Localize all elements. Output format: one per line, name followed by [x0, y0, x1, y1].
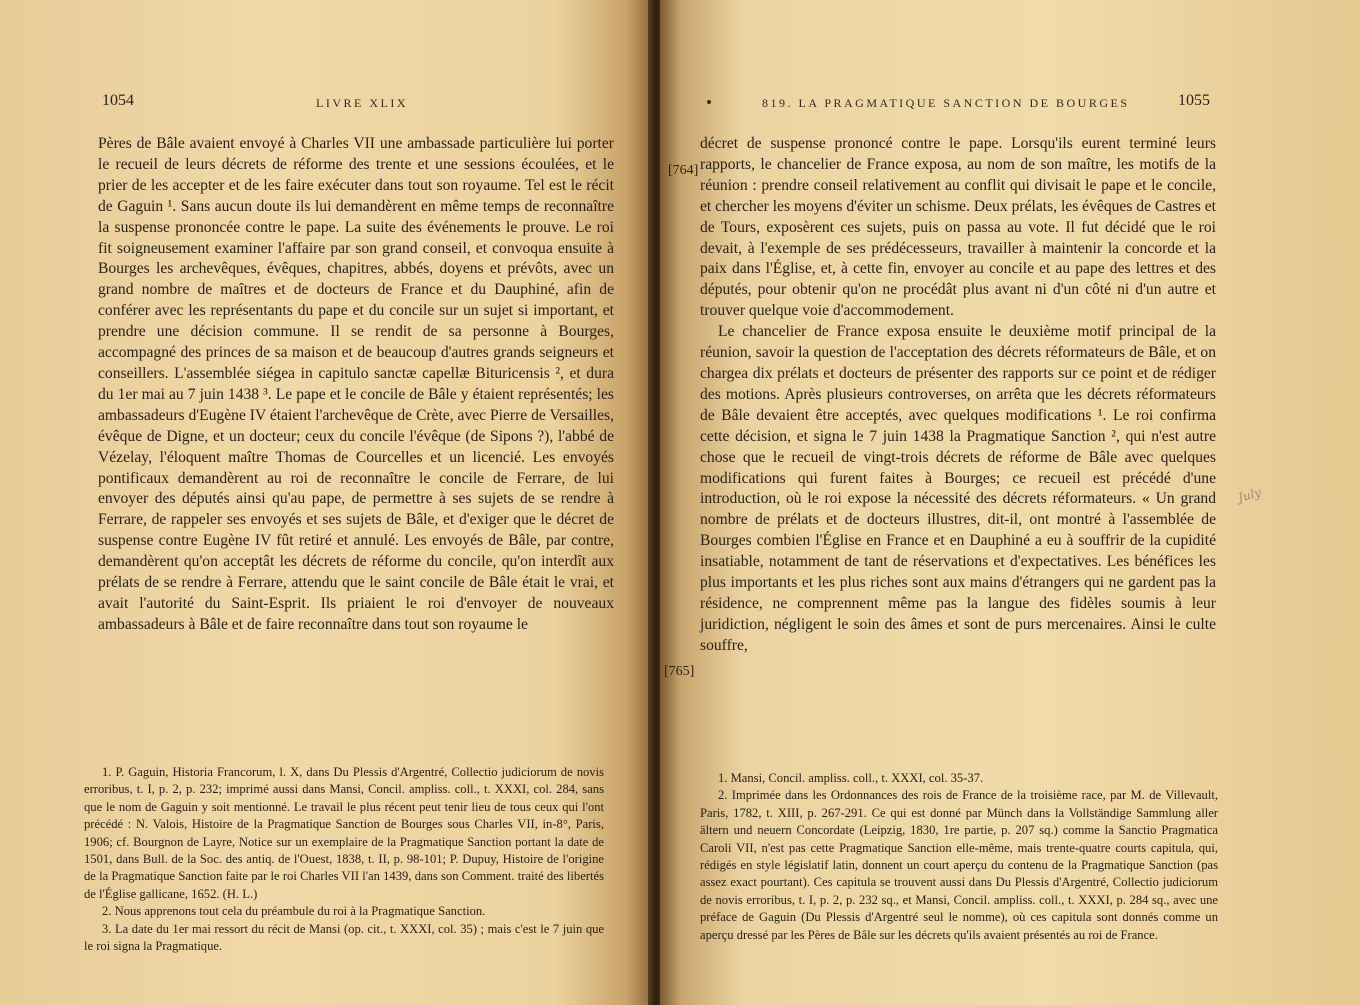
- page-number-right: 1055: [1178, 92, 1210, 109]
- right-footnote-1: 1. Mansi, Concil. ampliss. coll., t. XXXI, col. 35-37.: [718, 771, 984, 785]
- right-body-text: [700, 134, 1216, 657]
- running-head-right: 819. LA PRAGMATIQUE SANCTION DE BOURGES: [762, 96, 1130, 110]
- running-head-left: LIVRE XLIX: [316, 96, 408, 110]
- page-number-left: 1054: [102, 92, 134, 109]
- left-page: [0, 0, 652, 1005]
- right-paragraph-2: Le chancelier de France exposa ensuite le deuxième motif principal de la réunion, savoir la question de l'acceptation des décrets réformateurs de Bâle, et on chargea dix prélats et docteurs de présenter des rapports sur ce point et de rédiger des motions. Après plusieurs controverses, on arrêta que les décrets réformateurs de Bâle devaient être acceptés, avec quelques modifications ¹. Le roi confirma cette décision, et signa le 7 juin 1438 la Pragmatique Sanction ², qui n'est autre chose que le recueil de vingt-trois décrets de réforme de Bâle avec quelques modifications qui furent faites à Bourges; ce recueil est précédé d'une introduction, où le roi expose la nécessité des décrets réformateurs. « Un grand nombre de prélats et de docteurs illustres, dit-il, ont montré à l'assemblée de Bourges combien l'Église en France et en Dauphiné a eu à souffrir de la cupidité insatiable, notamment de tant de réservations et d'expectatives. Les bénéfices les plus importants et les plus riches sont aux mains d'étrangers qui ne gardent pas la résidence, ne comprennent même pas la langue des fidèles soumis à leur juridiction, négligent le soin des âmes et sont de purs mercenaires. Ainsi le culte souffre,: [700, 323, 1216, 654]
- left-footnote-2: 2. Nous apprenons tout cela du préambule du roi à la Pragmatique Sanction.: [102, 904, 486, 919]
- handwritten-note: July: [1236, 485, 1263, 505]
- left-footnote-1: 1. P. Gaguin, Historia Francorum, l. X, dans Du Plessis d'Argentré, Collectio judiciorum de novis erroribus, t. I, p. 2, p. 232; imprimé aussi dans Mansi, Concil. ampliss. coll., t. XXXI, col. 284, sans que le nom de Gaguin y soit mentionné. Le travail le plus récent peut tenir lieu de tous ceux qui l'ont précédé : N. Valois, Histoire de la Pragmatique Sanction de Bourges sous Charles VII, in-8°, Paris, 1906; cf. Bourgnon de Layre, Notice sur un exemplaire de la Pragmatique Sanction portant la date de 1501, dans Bull. de la Soc. des antiq. de l'Ouest, 1838, t. II, p. 98-101; P. Dupuy, Histoire de l'origine de la Pragmatique Sanction faite par le roi Charles VII l'an 1439, dans son Comment. traité des libertés de l'Église gallicane, 1652. (H. L.): [84, 765, 604, 901]
- right-footnotes: [700, 770, 1218, 944]
- left-body-text: [98, 134, 614, 636]
- ink-dot: [707, 100, 711, 104]
- left-footnote-3: 3. La date du 1er mai ressort du récit de Mansi (op. cit., t. XXXI, col. 35) ; mais c'est le 7 juin que le roi signa la Pragmatique.: [84, 921, 604, 954]
- right-footnote-2: 2. Imprimée dans les Ordonnances des rois de France de la troisième race, par M. de Villevault, Paris, 1782, t. XIII, p. 267-291. Ce qui est donné par Münch dans la Vollständige Sammlung aller ältern und neuern Concordate (Leipzig, 1830, 1re partie, p. 207 sq.) comme la Sanctio Pragmatica Caroli VII, n'est pas cette Pragmatique Sanction elle-même, mais trente-quatre courts capitula, qui, rédigés en style législatif latin, donnent un court aperçu du contenu de la Pragmatique Sanction (pas assez exact pourtant). Ces capitula se trouvent aussi dans Du Plessis d'Argentré, Collectio judiciorum de novis erroribus, t. I, p. 2, p. 232 sq., et Mansi, Concil. ampliss. coll., t. XXXI, p. 284 sq., avec une préface de Gaguin (Du Plessis d'Argentré seul le nomme), où ces capitula sont donnés comme un aperçu dressé par les Pères de Bâle sur les décrets qu'ils avaient présentés au roi de France.: [700, 788, 1218, 942]
- left-body-paragraph: Pères de Bâle avaient envoyé à Charles VII une ambassade particulière lui porter le recueil de leurs décrets de réforme des trente et une sessions écoulées, et le prier de les accepter et de les faire exécuter dans tout son royaume. Tel est le récit de Gaguin ¹. Sans aucun doute ils lui demandèrent en même temps de reconnaître la suspense prononcée contre le pape. La suite des événements le prouve. Le roi fit soigneusement examiner l'affaire par son grand conseil, et convoqua ensuite à Bourges les archevêques, évêques, chapitres, abbés, doyens et prévôts, avec un grand nombre de maîtres et de docteurs de France et du Dauphiné, afin de conférer avec les représentants du pape et du concile sur un sujet si important, et prendre une décision commune. Il se rendit de sa personne à Bourges, accompagné des princes de sa maison et de beaucoup d'autres grands seigneurs et conseillers. L'assemblée siégea in capitulo sanctæ capellæ Bituricensis ², et dura du 1er mai au 7 juin 1438 ³. Le pape et le concile de Bâle y étaient représentés; les ambassadeurs d'Eugène IV étaient l'archevêque de Crète, avec Pierre de Versailles, évêque de Digne, et un docteur; ceux du concile l'évêque (de Sipons ?), l'abbé de Vézelay, l'éloquent maître Thomas de Courcelles et un licencié. Les envoyés pontificaux demandèrent au roi de reconnaître le concile de Ferrare, de lui envoyer des députés ainsi qu'au pape, de permettre à ses sujets de se rendre à Ferrare, de rappeler ses envoyés et ses sujets de Bâle, et d'exiger que le décret de suspense contre Eugène IV fût retiré et annulé. Les envoyés de Bâle, par contre, demandèrent qu'on acceptât les décrets de réforme du concile, qu'on interdît aux prélats de se rendre à Ferrare, attendu que le saint concile de Bâle était le vrai, et avait l'autorité du Saint-Esprit. Ils priaient le roi d'envoyer de nouveaux ambassadeurs à Bâle et de faire reconnaître dans tout son royaume le: [98, 135, 614, 633]
- left-footnotes: [84, 764, 604, 955]
- margin-ref-764: [764]: [668, 163, 699, 178]
- right-paragraph-1: décret de suspense prononcé contre le pape. Lorsqu'ils eurent terminé leurs rapports, le chancelier de France exposa, au nom de son maître, les motifs de la réunion : prendre conseil relativement au conflit qui divisait le pape et le concile, et chercher les moyens d'éviter un schisme. Deux prélats, les évêques de Castres et de Tours, exposèrent ces sujets, puis on passa au vote. Il fut décidé que le roi devait, à l'exemple de ses prédécesseurs, travailler à maintenir la concorde et la paix dans l'Église, et, à cette fin, envoyer au concile et au pape des lettres et des députés, pour obtenir qu'on ne procédât plus avant ni d'un côté ni d'un autre et trouver quelque voie d'accommodement.: [700, 135, 1216, 320]
- margin-ref-765: [765]: [664, 664, 695, 679]
